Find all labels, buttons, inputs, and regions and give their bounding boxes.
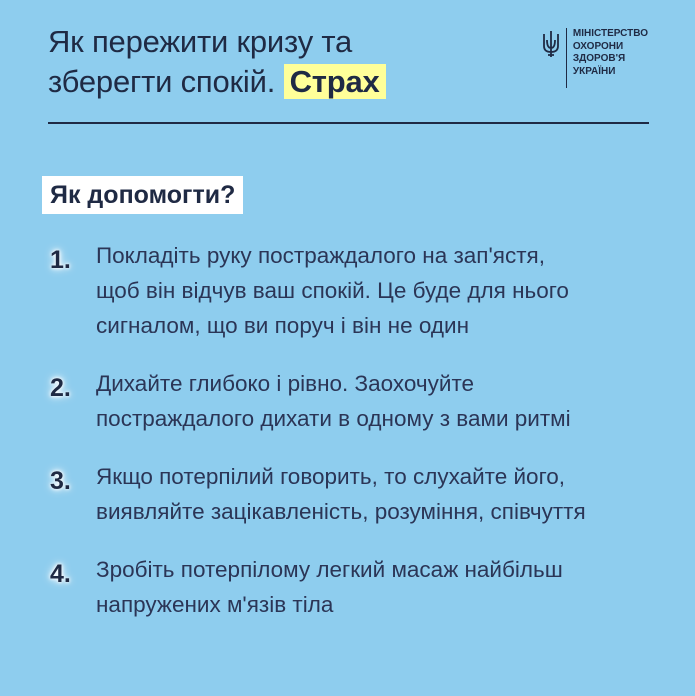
step-text-line: Зробіть потерпілому легкий масаж найбільш bbox=[96, 557, 563, 582]
logo-line-3: ЗДОРОВ'Я bbox=[572, 53, 626, 64]
step-text-line: щоб він відчув ваш спокій. Це буде для нього bbox=[96, 278, 569, 303]
logo-separator bbox=[566, 28, 567, 88]
step-number: 3. bbox=[50, 467, 71, 495]
logo-line-1: МІНІСТЕРСТВО bbox=[572, 28, 648, 39]
step-item-3 bbox=[50, 459, 650, 529]
steps-list bbox=[50, 238, 650, 622]
logo-line-2: ОХОРОНИ bbox=[572, 40, 624, 52]
step-text-line: Дихайте глибоко і рівно. Заохочуйте bbox=[96, 371, 475, 396]
step-text-line: виявляйте зацікавленість, розуміння, співчуття bbox=[96, 499, 586, 524]
page-title-line-1: Як пережити кризу та bbox=[48, 24, 353, 59]
header-divider bbox=[48, 122, 649, 124]
step-item-1 bbox=[50, 238, 650, 343]
step-text bbox=[96, 366, 571, 436]
page-title-highlight: Страх bbox=[284, 64, 386, 99]
step-text bbox=[96, 238, 569, 343]
logo-line-4: УКРАЇНИ bbox=[572, 65, 616, 77]
page-title-prefix: зберегти спокій. bbox=[48, 64, 276, 99]
step-text-line: Якщо потерпілий говорить, то слухайте його, bbox=[96, 464, 566, 489]
trident-icon bbox=[542, 30, 560, 58]
step-text-line: напружених м'язів тіла bbox=[96, 592, 334, 617]
step-text-line: Покладіть руку постраждалого на зап'ястя, bbox=[96, 243, 545, 268]
step-text bbox=[96, 552, 563, 622]
section-subtitle: Як допомогти? bbox=[42, 176, 243, 214]
step-number: 2. bbox=[50, 374, 71, 402]
logo-text bbox=[573, 28, 648, 78]
step-text bbox=[96, 459, 586, 529]
header bbox=[48, 22, 648, 102]
step-text-line: постраждалого дихати в одному з вами ритмі bbox=[96, 406, 571, 431]
step-number: 4. bbox=[50, 560, 71, 588]
step-number: 1. bbox=[50, 246, 71, 274]
step-item-2 bbox=[50, 366, 650, 436]
step-item-4 bbox=[50, 552, 650, 622]
ministry-logo bbox=[542, 28, 648, 88]
step-text-line: сигналом, що ви поруч і він не один bbox=[96, 313, 470, 338]
